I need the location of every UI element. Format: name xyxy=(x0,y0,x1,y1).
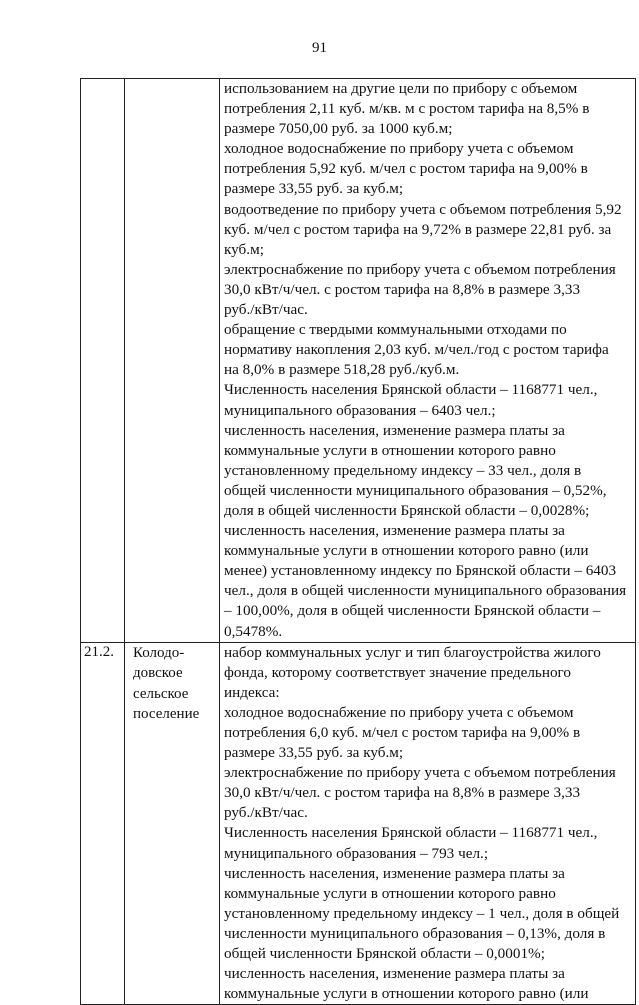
row-number-cell xyxy=(81,79,125,643)
text-line: муниципального образования – 793 чел.; xyxy=(224,844,489,862)
text-line: чел., доля в общей численности муниципального образования xyxy=(224,582,627,600)
text-line: набор коммунальных услуг и тип благоустройства жилого xyxy=(224,643,601,661)
text-line: общей численности Брянской области – 0,0001%; xyxy=(224,945,545,963)
text-line: индекса: xyxy=(224,683,280,701)
table-row xyxy=(81,79,636,643)
text-line: общей численности муниципального образования – 0,52%, xyxy=(224,481,607,499)
text-line: потребления 2,11 куб. м/кв. м с ростом тарифа на 8,5% в xyxy=(224,100,590,118)
text-line: численность населения, изменение размера платы за xyxy=(224,965,565,983)
text-line: потребления 6,0 куб. м/чел с ростом тарифа на 9,00% в xyxy=(224,724,581,741)
text-line: менее) установленному индексу по Брянской области – 6403 xyxy=(224,562,617,580)
text-line: потребления 5,92 куб. м/чел с ростом тарифа на 9,00% в xyxy=(224,160,588,178)
text-line: – 100,00%, доля в общей численности Брянской области – xyxy=(224,602,601,620)
text-line: установленному предельному индексу – 33 чел., доля в xyxy=(224,461,582,479)
page-number: 91 xyxy=(312,40,327,56)
text-line: размере 33,55 руб. за куб.м; xyxy=(224,744,404,762)
row-content-cell xyxy=(220,79,636,643)
text-line: установленному предельному индексу – 1 чел., доля в общей xyxy=(224,904,620,922)
indices-table xyxy=(80,78,636,1005)
text-line: численность населения, изменение размера платы за xyxy=(224,522,565,540)
text-line: численности муниципального образования – 0,13%, доля в xyxy=(224,924,606,942)
text-line: на 8,0% в размере 518,28 руб./куб.м. xyxy=(224,361,460,379)
text-line: электроснабжение по прибору учета с объемом потребления xyxy=(224,260,616,278)
municipality-name-line: довское xyxy=(133,665,183,682)
text-line: куб. м/чел с ростом тарифа на 9,72% в размере 22,81 руб. за xyxy=(224,220,612,238)
text-line: коммунальные услуги в отношении которого равно (или xyxy=(224,542,589,560)
text-line: Численность населения Брянской области – 1168771 чел., xyxy=(224,381,598,399)
text-line: 30,0 кВт/ч/чел. с ростом тарифа на 8,8% в размере 3,33 xyxy=(224,280,581,298)
text-line: муниципального образования – 6403 чел.; xyxy=(224,401,496,419)
text-line: численность населения, изменение размера платы за xyxy=(224,421,565,439)
table-row xyxy=(81,642,636,1005)
text-line: размере 7050,00 руб. за 1000 куб.м; xyxy=(224,120,453,138)
text-line: коммунальные услуги в отношении которого равно xyxy=(224,884,556,902)
text-line: куб.м; xyxy=(224,240,264,258)
municipality-name-cell xyxy=(125,642,220,1005)
municipality-name-line: поселение xyxy=(133,706,200,723)
municipality-name-line: Колодо- xyxy=(133,644,185,661)
text-line: водоотведение по прибору учета с объемом потребления 5,92 xyxy=(224,200,622,218)
text-line: доля в общей численности Брянской области – 0,0028%; xyxy=(224,501,590,519)
row-content-cell xyxy=(220,642,636,1005)
text-line: размере 33,55 руб. за куб.м; xyxy=(224,180,404,198)
text-line: коммунальные услуги в отношении которого равно (или xyxy=(224,985,589,1003)
text-line: 30,0 кВт/ч/чел. с ростом тарифа на 8,8% в размере 3,33 xyxy=(224,784,581,802)
text-line: 0,5478%. xyxy=(224,622,283,640)
text-line: нормативу накопления 2,03 куб. м/чел./год с ростом тарифа xyxy=(224,341,609,359)
municipality-name-line: сельское xyxy=(133,685,189,702)
text-line: численность населения, изменение размера платы за xyxy=(224,864,565,882)
text-line: обращение с твердыми коммунальными отходами по xyxy=(224,321,567,339)
text-line: руб./кВт/час. xyxy=(224,804,308,822)
row-number-cell: 21.2. xyxy=(81,642,125,1005)
text-line: фонда, которому соответствует значение предельного xyxy=(224,663,571,681)
text-line: коммунальные услуги в отношении которого равно xyxy=(224,441,556,459)
municipality-name-cell xyxy=(125,79,220,643)
text-line: холодное водоснабжение по прибору учета с объемом xyxy=(224,703,574,721)
text-line: руб./кВт/час. xyxy=(224,301,308,319)
text-line: электроснабжение по прибору учета с объемом потребления xyxy=(224,764,616,782)
text-line: использованием на другие цели по прибору с объемом xyxy=(224,80,578,97)
text-line: Численность населения Брянской области – 1168771 чел., xyxy=(224,824,598,842)
text-line: холодное водоснабжение по прибору учета с объемом xyxy=(224,140,574,158)
